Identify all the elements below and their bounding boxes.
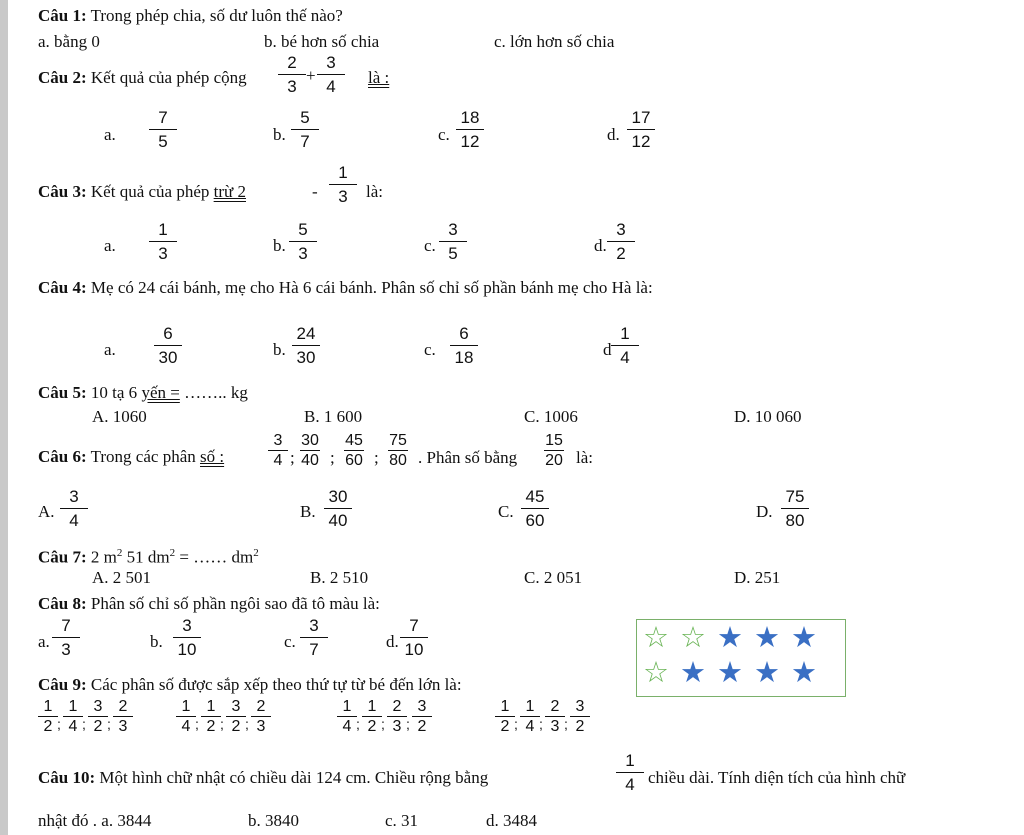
q8-option-b-letter: b.	[150, 632, 163, 651]
question-8: Câu 8: Phân số chỉ số phần ngôi sao đã tô màu là:	[38, 594, 380, 613]
star-filled-icon: ★	[754, 620, 780, 654]
q6-fraction-2: 30 40	[301, 432, 319, 469]
q5-option-b: B. 1 600	[304, 407, 363, 426]
star-filled-icon: ★	[717, 655, 743, 689]
q3-tail: là:	[366, 182, 383, 201]
q6-option-a: 3 4	[57, 487, 91, 530]
q2-option-b: 5 7	[288, 108, 322, 151]
q6-target: 15 20	[545, 432, 563, 469]
q9-g3-frac-2: 1 2	[360, 698, 384, 735]
q2-option-c: 18 12	[453, 108, 487, 151]
q9-g4-frac-1: 1 2	[493, 698, 517, 735]
question-2: Câu 2: Kết quả của phép cộng	[38, 68, 247, 87]
q4-option-b-letter: b.	[273, 340, 286, 359]
q2-option-d-letter: d.	[607, 125, 620, 144]
question-7: Câu 7: 2 $m^2$ 51 $dm^2$ = …… $dm^2$	[38, 547, 259, 567]
q9-g2-sep: ;	[245, 716, 249, 732]
q9-g4-frac-2: 1 4	[518, 698, 542, 735]
star-filled-icon: ★	[791, 620, 817, 654]
question-9: Câu 9: Các phân số được sắp xếp theo thứ tự từ bé đến lớn là:	[38, 675, 462, 694]
q1-option-b: b. bé hơn số chia	[264, 32, 380, 51]
q8-option-c: 3 7	[297, 616, 331, 659]
q7-option-b: B. 2 510	[310, 568, 369, 587]
question-6: Câu 6: Trong các phân số :	[38, 447, 225, 466]
q2-option-c-letter: c.	[438, 125, 450, 144]
q6-sep-2: ;	[330, 448, 335, 467]
q6-option-b-letter: B.	[300, 502, 316, 521]
q3-option-d: 3 2	[604, 220, 638, 263]
q9-g4-sep: ;	[514, 716, 518, 732]
q3-option-b-letter: b.	[273, 236, 286, 255]
q9-g3-sep: ;	[381, 716, 385, 732]
q10-line2: nhật đó . a. 3844	[38, 811, 152, 830]
q9-g3-frac-1: 1 4	[335, 698, 359, 735]
question-1: Câu 1: Trong phép chia, số dư luôn thế nào?	[38, 6, 343, 25]
q10-option-c: c. 31	[385, 811, 419, 830]
q3-operator: -	[312, 182, 318, 201]
q4-option-d-letter: d	[603, 340, 612, 359]
q8-option-d-letter: d.	[386, 632, 399, 651]
q4-option-b: 24 30	[289, 324, 323, 367]
q6-fraction-3: 45 60	[345, 432, 363, 469]
q3-option-c-letter: c.	[424, 236, 436, 255]
q5-option-d: D. 10 060	[734, 407, 802, 426]
q3-option-c: 3 5	[436, 220, 470, 263]
q6-option-d-letter: D.	[756, 502, 773, 521]
q10-fraction: 1 4	[613, 751, 647, 794]
q9-g2-frac-1: 1 4	[174, 698, 198, 735]
q9-g4-sep: ;	[564, 716, 568, 732]
q6-mid: . Phân số bằng	[418, 448, 518, 467]
q8-option-b: 3 10	[170, 616, 204, 659]
q4-option-c: 6 18	[447, 324, 481, 367]
q6-option-b: 30 40	[321, 487, 355, 530]
question-10: Câu 10: Một hình chữ nhật có chiều dài 124 cm. Chiều rộng bằng	[38, 768, 489, 787]
q9-g1-frac-2: 1 4	[61, 698, 85, 735]
q3-option-a: 1 3	[146, 220, 180, 263]
q3-option-d-letter: d.	[594, 236, 607, 255]
q9-g2-sep: ;	[195, 716, 199, 732]
q1-option-c: c. lớn hơn số chia	[494, 32, 615, 51]
q6-option-a-letter: A.	[38, 502, 55, 521]
left-edge-bar	[0, 0, 8, 835]
star-empty-icon: ☆	[680, 620, 706, 654]
q8-option-a-letter: a.	[38, 632, 50, 651]
q5-option-c: C. 1006	[524, 407, 578, 426]
star-figure-box	[636, 619, 846, 697]
q2-tail: là :	[368, 68, 390, 87]
q4-option-c-letter: c.	[424, 340, 436, 359]
q9-g1-frac-4: 2 3	[111, 698, 135, 735]
q3-option-a-letter: a.	[104, 236, 116, 255]
star-filled-icon: ★	[717, 620, 743, 654]
q9-g3-frac-4: 3 2	[410, 698, 434, 735]
q9-g2-frac-2: 1 2	[199, 698, 223, 735]
q2-fraction-1: 2 3	[275, 53, 309, 96]
q9-g1-sep: ;	[107, 716, 111, 732]
q9-g3-sep: ;	[356, 716, 360, 732]
q9-g4-frac-3: 2 3	[543, 698, 567, 735]
q7-option-a: A. 2 501	[92, 568, 152, 587]
q10-option-d: d. 3484	[486, 811, 537, 830]
question-4: Câu 4: Mẹ có 24 cái bánh, mẹ cho Hà 6 cái bánh. Phân số chỉ số phần bánh mẹ cho Hà là:	[38, 278, 653, 297]
q9-g4-sep: ;	[539, 716, 543, 732]
star-empty-icon: ☆	[643, 655, 669, 689]
q2-option-a-letter: a.	[104, 125, 116, 144]
q7-option-c: C. 2 051	[524, 568, 583, 587]
q7-option-d: D. 251	[734, 568, 781, 587]
question-3: Câu 3: Kết quả của phép trừ 2	[38, 182, 246, 201]
q9-g3-frac-3: 2 3	[385, 698, 409, 735]
q4-option-a-letter: a.	[104, 340, 116, 359]
q6-option-c: 45 60	[518, 487, 552, 530]
q9-g2-frac-3: 3 2	[224, 698, 248, 735]
q6-sep-1: ;	[290, 448, 295, 467]
star-filled-icon: ★	[791, 655, 817, 689]
q6-fraction-4: 75 80	[389, 432, 407, 469]
q10-tail: chiều dài. Tính diện tích của hình chữ	[648, 768, 906, 787]
q2-fraction-2: 3 4	[314, 53, 348, 96]
q1-option-a: a. bằng 0	[38, 32, 100, 51]
q2-option-d: 17 12	[624, 108, 658, 151]
q4-option-d: 1 4	[608, 324, 642, 367]
q8-option-c-letter: c.	[284, 632, 296, 651]
q9-g1-frac-1: 1 2	[36, 698, 60, 735]
star-filled-icon: ★	[680, 655, 706, 689]
q3-fraction: 1 3	[326, 163, 360, 206]
star-empty-icon: ☆	[643, 620, 669, 654]
star-filled-icon: ★	[754, 655, 780, 689]
q2-option-b-letter: b.	[273, 125, 286, 144]
q9-g2-sep: ;	[220, 716, 224, 732]
q9-g1-sep: ;	[57, 716, 61, 732]
q6-option-c-letter: C.	[498, 502, 514, 521]
q6-sep-3: ;	[374, 448, 379, 467]
q9-g1-frac-3: 3 2	[86, 698, 110, 735]
q8-option-a: 7 3	[49, 616, 83, 659]
q2-operator: +	[306, 66, 316, 85]
q8-option-d: 7 10	[397, 616, 431, 659]
q9-g4-frac-4: 3 2	[568, 698, 592, 735]
q2-option-a: 7 5	[146, 108, 180, 151]
q9-g3-sep: ;	[406, 716, 410, 732]
q9-g2-frac-4: 2 3	[249, 698, 273, 735]
q10-option-b: b. 3840	[248, 811, 299, 830]
q6-option-d: 75 80	[778, 487, 812, 530]
q4-option-a: 6 30	[151, 324, 185, 367]
q3-option-b: 5 3	[286, 220, 320, 263]
q6-fraction-1: 3 4	[266, 432, 290, 469]
q9-g1-sep: ;	[82, 716, 86, 732]
q5-option-a: A. 1060	[92, 407, 147, 426]
question-5: Câu 5: 10 tạ 6 yến = …….. kg	[38, 383, 248, 402]
q6-tail: là:	[576, 448, 593, 467]
